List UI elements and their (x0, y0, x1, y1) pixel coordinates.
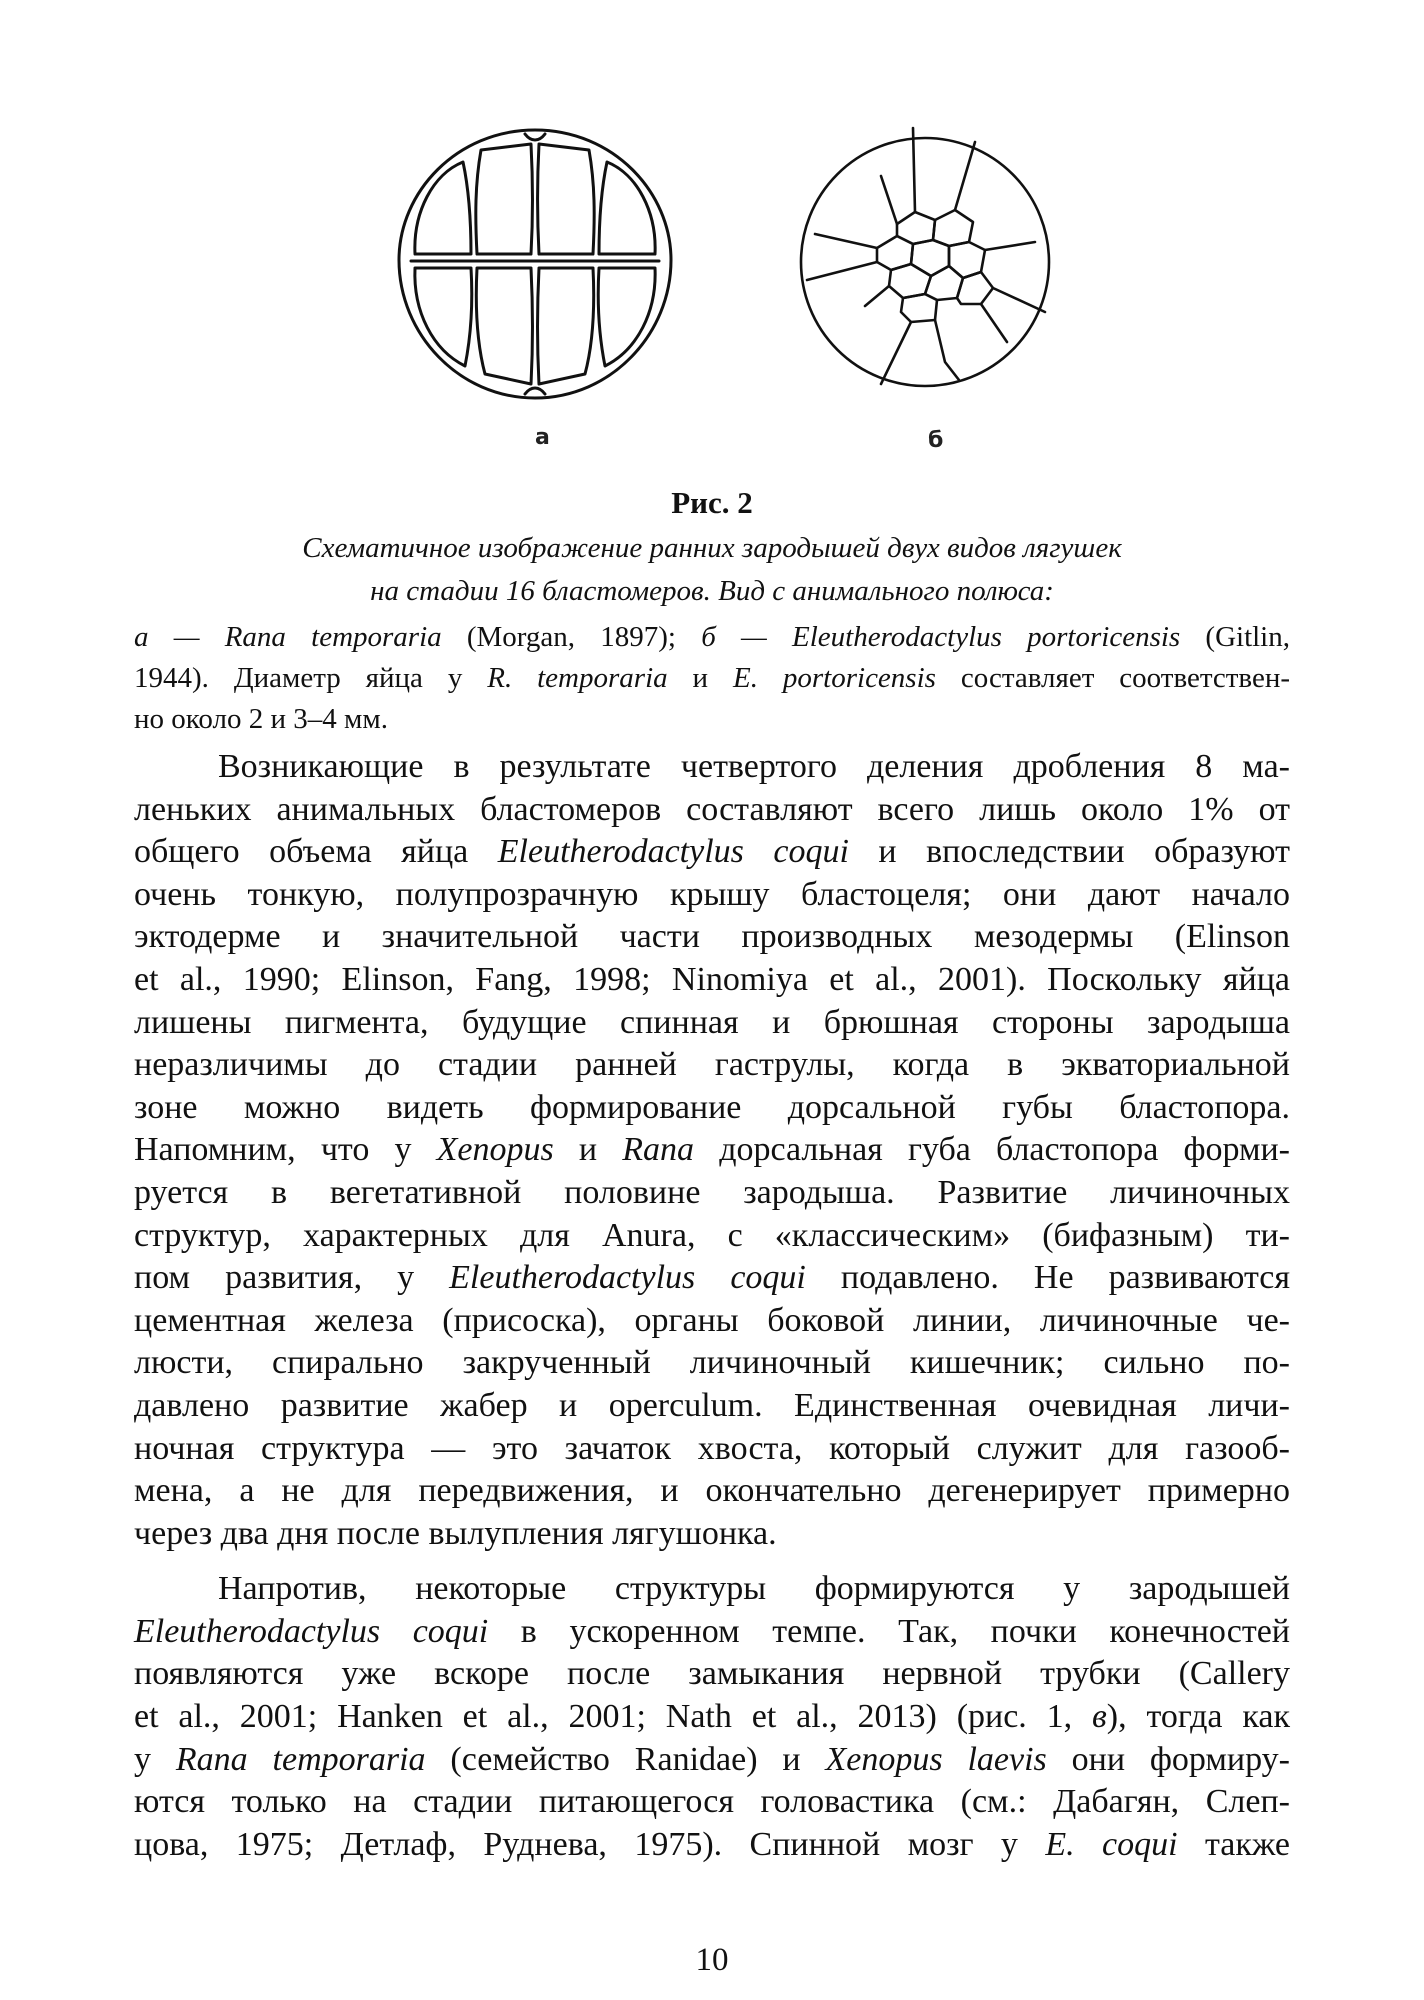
text-line (134, 1513, 1290, 1556)
figure-number: Рис. 2 (671, 485, 753, 520)
panel-label-b: б (928, 428, 944, 453)
page-number: 10 (695, 1942, 729, 1978)
panel-label-a: а (535, 425, 550, 450)
text-run: мена, а не для передвижения, и окончательно дегенерирует примерно (134, 1472, 1290, 1510)
text-line (134, 789, 1290, 832)
text-run: ночная структура — это зачаток хвоста, который служит для газооб- (134, 1429, 1290, 1467)
text-run: цова, 1975; Детлаф, Руднева, 1975). Спинной мозг у (134, 1825, 1046, 1863)
text-run: et al., 2001; Hanken et al., 2001; Nath et al., 2013) (рис. 1, (134, 1698, 1093, 1736)
text-line (134, 1215, 1290, 1258)
text-line (134, 658, 1290, 699)
text-run: у (134, 1740, 176, 1778)
italic-text: Xenopus laevis (825, 1740, 1047, 1778)
italic-text: б — Eleutherodactylus portoricensis (701, 621, 1181, 653)
text-run: люсти, спирально закрученный личиночный кишечник; сильно по- (134, 1344, 1290, 1382)
text-run: неразличимы до стадии ранней гаструлы, когда в экваториальной (134, 1046, 1290, 1084)
text-run: также (1177, 1825, 1290, 1863)
text-run: составляет соответствен- (935, 662, 1290, 694)
italic-text: R. temporaria (487, 662, 668, 694)
text-run: подавлено. Не развиваются (805, 1259, 1291, 1297)
text-line (134, 874, 1290, 917)
text-run: ), тогда как (1106, 1698, 1290, 1736)
text-line (134, 1385, 1290, 1428)
text-run: ются только на стадии питающегося головастика (см.: Дабагян, Слеп- (134, 1783, 1290, 1821)
italic-text: Eleutherodactylus coqui (497, 833, 849, 871)
caption-title-line: Схематичное изображение ранних зародышей двух видов лягушек (302, 532, 1122, 564)
italic-text: а — Rana temporaria (134, 621, 442, 653)
text-run: (семейство Ranidae) и (425, 1740, 826, 1778)
text-line (134, 1002, 1290, 1045)
text-run: дорсальная губа бластопора форми- (694, 1131, 1290, 1169)
text-run: цементная железа (присоска), органы боковой линии, личиночные че- (134, 1301, 1290, 1339)
text-run: через два дня после вылупления лягушонка. (134, 1514, 777, 1552)
text-run: эктодерме и значительной части производных мезодермы (Elinson (134, 918, 1290, 956)
text-run: давлено развитие жабер и operculum. Единственная очевидная личи- (134, 1386, 1290, 1424)
text-run: очень тонкую, полупрозрачную крышу бластоцеля; они дают начало (134, 875, 1290, 913)
text-line (134, 1428, 1290, 1471)
paragraph-gap (134, 1555, 1290, 1568)
paragraph (134, 1568, 1290, 1866)
text-run: и (667, 662, 733, 694)
text-line (134, 1172, 1290, 1215)
text-line (134, 1568, 1290, 1611)
text-line (134, 1696, 1290, 1739)
text-line (134, 1470, 1290, 1513)
text-run: лишены пигмента, будущие спинная и брюшная стороны зародыша (134, 1003, 1290, 1041)
italic-text: Xenopus (436, 1131, 554, 1169)
text-run: (Morgan, 1897); (441, 621, 702, 653)
text-run: пом развития, у (134, 1259, 450, 1297)
text-run: и (553, 1131, 623, 1169)
text-run: Напомним, что у (134, 1131, 437, 1169)
text-run: леньких анимальных бластомеров составляют всего лишь около 1% от (134, 790, 1290, 828)
body-text (134, 746, 1290, 1866)
text-run: в ускоренном темпе. Так, почки конечностей (488, 1612, 1290, 1650)
italic-text: Eleutherodactylus coqui (134, 1612, 489, 1650)
text-line (134, 699, 1290, 740)
text-line (134, 1044, 1290, 1087)
text-run: Напротив, некоторые структуры формируются у зародышей (218, 1570, 1290, 1608)
italic-text: E. coqui (1045, 1825, 1178, 1863)
text-line (134, 1739, 1290, 1782)
caption-title-line: на стадии 16 бластомеров. Вид с анимального полюса: (370, 575, 1054, 607)
text-line (134, 1342, 1290, 1385)
text-line (134, 831, 1290, 874)
text-line (134, 1781, 1290, 1824)
text-run: руется в вегетативной половине зародыша. Развитие личиночных (134, 1173, 1290, 1211)
embryo-drawing-a (385, 112, 685, 412)
italic-text: Rana temporaria (175, 1740, 426, 1778)
text-line (134, 1300, 1290, 1343)
text-run: появляются уже вскоре после замыкания нервной трубки (Callery (134, 1655, 1290, 1693)
italic-text: E. portoricensis (733, 662, 936, 694)
text-line (134, 1087, 1290, 1130)
italic-text: в (1092, 1698, 1107, 1736)
text-line (134, 617, 1290, 658)
italic-text: Rana (622, 1131, 695, 1169)
text-run: общего объема яйца (134, 833, 498, 871)
text-line (134, 1611, 1290, 1654)
italic-text: Eleutherodactylus coqui (449, 1259, 806, 1297)
text-run: (Gitlin, (1180, 621, 1290, 653)
paragraph (134, 746, 1290, 1555)
text-run: они формиру- (1046, 1740, 1290, 1778)
text-run: зоне можно видеть формирование дорсальной губы бластопора. (134, 1088, 1290, 1126)
text-run: и впоследствии образуют (848, 833, 1290, 871)
caption-body (134, 617, 1290, 740)
text-line (134, 916, 1290, 959)
text-run: 1944). Диаметр яйца у (134, 662, 488, 694)
text-run: et al., 1990; Elinson, Fang, 1998; Ninomiya et al., 2001). Поскольку яйца (134, 960, 1290, 998)
text-line (134, 959, 1290, 1002)
text-line (134, 746, 1290, 789)
text-line (134, 1129, 1290, 1172)
text-line (134, 1824, 1290, 1867)
caption-title (160, 527, 1264, 613)
text-run: структур, характерных для Anura, с «классическим» (бифазным) ти- (134, 1216, 1290, 1254)
text-run: но около 2 и 3–4 мм. (134, 703, 388, 735)
text-line (134, 1653, 1290, 1696)
text-run: Возникающие в результате четвертого деления дробления 8 ма- (218, 748, 1290, 785)
embryo-drawing-b (785, 112, 1065, 412)
text-line (134, 1257, 1290, 1300)
